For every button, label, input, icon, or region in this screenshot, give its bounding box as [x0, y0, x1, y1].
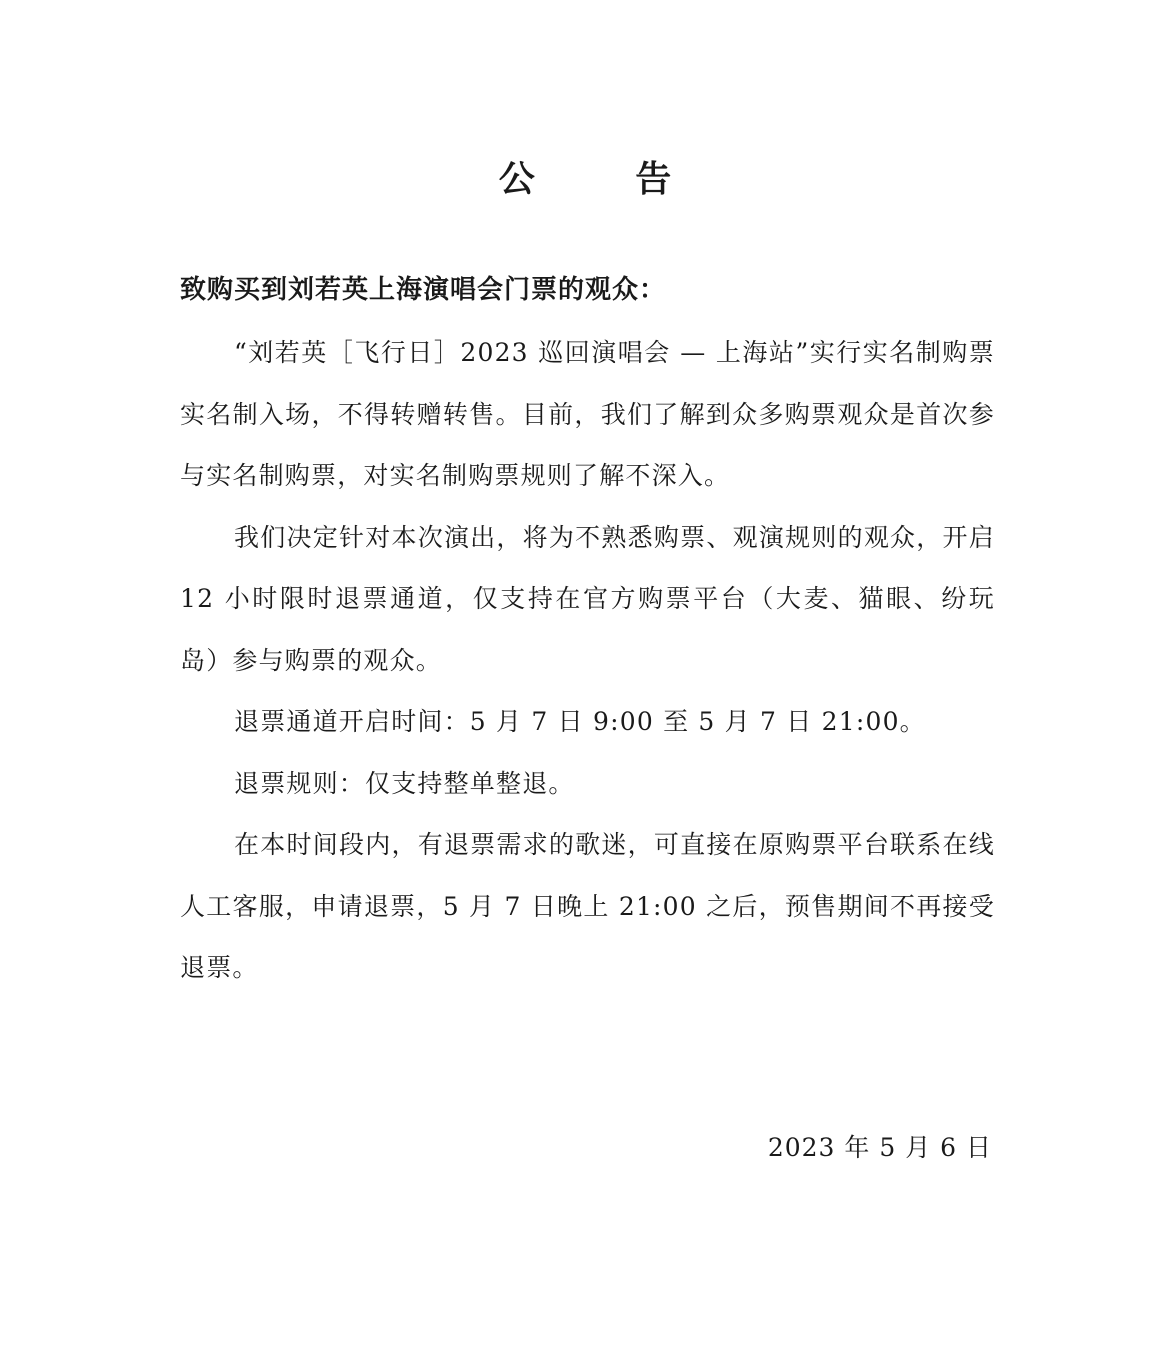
paragraph-refund-rule: 退票规则：仅支持整单整退。 — [234, 768, 575, 798]
notice-salutation: 致购买到刘若英上海演唱会门票的观众： — [180, 275, 667, 305]
paragraph-refund-instructions: 在本时间段内，有退票需求的歌迷，可直接在原购票平台联系在线人工客服，申请退票，5 月 7 日晚上 21:00 之后，预售期间不再接受退票。 — [180, 830, 995, 982]
paragraph-refund-time: 退票通道开启时间：5 月 7 日 9:00 至 5 月 7 日 21:00。 — [234, 707, 926, 736]
paragraph-refund-channel: 我们决定针对本次演出，将为不熟悉购票、观演规则的观众，开启 12 小时限时退票通道，仅支持在官方购票平台（大麦、猫眼、纷玩岛）参与购票的观众。 — [180, 522, 995, 675]
notice-body — [180, 322, 995, 999]
notice-date: 2023 年 5 月 6 日 — [767, 1133, 992, 1162]
paragraph-real-name-policy: “刘若英［飞行日］2023 巡回演唱会 — 上海站”实行实名制购票实名制入场，不得转赠转售。目前，我们了解到众多购票观众是首次参与实名制购票，对实名制购票规则了解不深入。 — [180, 338, 995, 490]
notice-title: 公 告 — [498, 159, 716, 200]
